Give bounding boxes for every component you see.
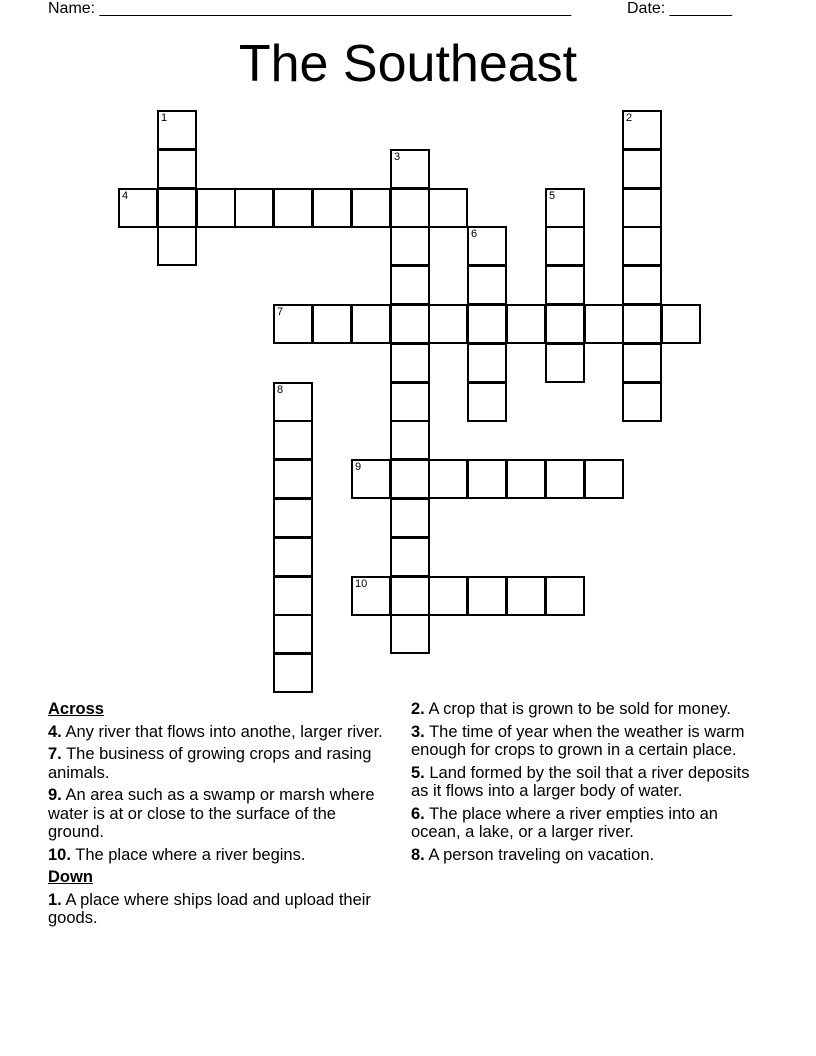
crossword-cell[interactable] [351, 576, 391, 616]
crossword-cell[interactable] [622, 265, 662, 305]
crossword-cell[interactable] [622, 304, 662, 344]
crossword-cell[interactable] [273, 420, 313, 460]
crossword-cell[interactable] [273, 537, 313, 577]
crossword-cell[interactable] [545, 576, 585, 616]
crossword-cell[interactable] [428, 188, 468, 228]
clue-number: 2. [411, 700, 425, 718]
crossword-cell[interactable] [273, 304, 313, 344]
crossword-cell[interactable] [390, 226, 430, 266]
crossword-cell[interactable] [584, 304, 624, 344]
crossword-cell[interactable] [390, 420, 430, 460]
crossword-cell[interactable] [312, 188, 352, 228]
clue-text: Any river that flows into anothe, larger river. [65, 722, 383, 741]
clue-text: The place where a river empties into an ocean, a lake, or a larger river. [411, 804, 718, 841]
crossword-cell[interactable] [351, 188, 391, 228]
crossword-cell[interactable] [157, 226, 197, 266]
clue-number: 10. [48, 845, 71, 864]
crossword-cell[interactable] [390, 265, 430, 305]
crossword-cell[interactable] [312, 304, 352, 344]
crossword-cell[interactable] [622, 110, 662, 150]
crossword-cell[interactable] [273, 382, 313, 422]
crossword-cell[interactable] [467, 459, 507, 499]
crossword-cell[interactable] [584, 459, 624, 499]
clue-text: The time of year when the weather is warm enough for crops to grown in a certain place. [411, 722, 745, 759]
date-field[interactable]: Date: _______ [627, 0, 732, 17]
crossword-cell[interactable] [467, 382, 507, 422]
cell-number: 5 [549, 190, 556, 202]
clue-number: 8. [411, 845, 425, 864]
clue-down-5 [411, 764, 756, 801]
crossword-cell[interactable] [622, 382, 662, 422]
crossword-cell[interactable] [390, 576, 430, 616]
crossword-cell[interactable] [273, 498, 313, 538]
crossword-cell[interactable] [390, 382, 430, 422]
crossword-cell[interactable] [390, 149, 430, 189]
clue-number: 5. [411, 763, 425, 782]
crossword-cell[interactable] [351, 459, 391, 499]
clue-number: 7. [48, 745, 62, 763]
clue-down-2 [411, 700, 756, 719]
crossword-cell[interactable] [390, 188, 430, 228]
crossword-cell[interactable] [545, 304, 585, 344]
page-title: The Southeast [238, 35, 578, 93]
clue-text: A place where ships load and upload their goods. [48, 890, 371, 927]
crossword-cell[interactable] [273, 653, 313, 693]
down-heading: Down [48, 868, 93, 886]
crossword-cell[interactable] [390, 537, 430, 577]
crossword-cell[interactable] [390, 614, 430, 654]
cell-number: 8 [277, 384, 284, 396]
clue-text: The place where a river begins. [75, 845, 306, 864]
clue-text: A person traveling on vacation. [428, 845, 655, 864]
cell-number: 2 [626, 112, 633, 124]
crossword-cell[interactable] [506, 459, 546, 499]
crossword-cell[interactable] [428, 304, 468, 344]
crossword-cell[interactable] [351, 304, 391, 344]
clue-across-10 [48, 846, 393, 865]
crossword-cell[interactable] [273, 459, 313, 499]
crossword-cell[interactable] [545, 226, 585, 266]
crossword-cell[interactable] [157, 149, 197, 189]
clue-text: An area such as a swamp or marsh where water is at or close to the surface of the ground. [48, 786, 375, 841]
cell-number: 1 [161, 112, 168, 124]
crossword-cell[interactable] [506, 304, 546, 344]
clues-right-column [411, 700, 756, 868]
crossword-cell[interactable] [390, 459, 430, 499]
crossword-cell[interactable] [467, 576, 507, 616]
crossword-cell[interactable] [390, 498, 430, 538]
crossword-cell[interactable] [118, 188, 158, 228]
crossword-cell[interactable] [234, 188, 274, 228]
crossword-cell[interactable] [467, 343, 507, 383]
crossword-cell[interactable] [467, 226, 507, 266]
crossword-cell[interactable] [545, 265, 585, 305]
clue-text: The business of growing crops and rasing animals. [48, 745, 372, 782]
clue-down-1 [48, 891, 393, 928]
crossword-cell[interactable] [273, 614, 313, 654]
clues-left-column [48, 700, 393, 932]
clue-text: A crop that is grown to be sold for money. [428, 700, 731, 718]
crossword-cell[interactable] [196, 188, 236, 228]
crossword-cell[interactable] [661, 304, 701, 344]
crossword-cell[interactable] [273, 188, 313, 228]
name-field[interactable]: Name: _____________________________________________________ [48, 0, 572, 17]
crossword-cell[interactable] [545, 343, 585, 383]
crossword-cell[interactable] [273, 576, 313, 616]
clue-across-7 [48, 745, 393, 782]
crossword-cell[interactable] [390, 343, 430, 383]
clue-across-9 [48, 786, 393, 842]
crossword-cell[interactable] [506, 576, 546, 616]
cell-number: 4 [122, 190, 129, 202]
crossword-cell[interactable] [157, 188, 197, 228]
clue-number: 3. [411, 722, 425, 741]
crossword-cell[interactable] [622, 226, 662, 266]
clue-number: 6. [411, 804, 425, 823]
cell-number: 6 [471, 228, 478, 240]
across-heading: Across [48, 700, 104, 718]
crossword-cell[interactable] [467, 265, 507, 305]
crossword-cell[interactable] [157, 110, 197, 150]
crossword-cell[interactable] [545, 188, 585, 228]
crossword-cell[interactable] [545, 459, 585, 499]
cell-number: 7 [277, 306, 284, 318]
crossword-cell[interactable] [467, 304, 507, 344]
clue-number: 9. [48, 786, 62, 804]
cell-number: 10 [355, 578, 368, 590]
cell-number: 3 [394, 151, 401, 163]
clue-down-8 [411, 846, 756, 865]
crossword-cell[interactable] [428, 576, 468, 616]
cell-number: 9 [355, 461, 362, 473]
clue-text: Land formed by the soil that a river deposits as it flows into a larger body of water. [411, 763, 750, 800]
clue-down-6 [411, 805, 756, 842]
clue-across-4 [48, 723, 393, 742]
crossword-cell[interactable] [428, 459, 468, 499]
crossword-cell[interactable] [622, 149, 662, 189]
crossword-cell[interactable] [622, 343, 662, 383]
clue-down-3 [411, 723, 756, 760]
crossword-cell[interactable] [390, 304, 430, 344]
crossword-cell[interactable] [622, 188, 662, 228]
clue-number: 1. [48, 890, 62, 909]
clue-number: 4. [48, 722, 62, 741]
